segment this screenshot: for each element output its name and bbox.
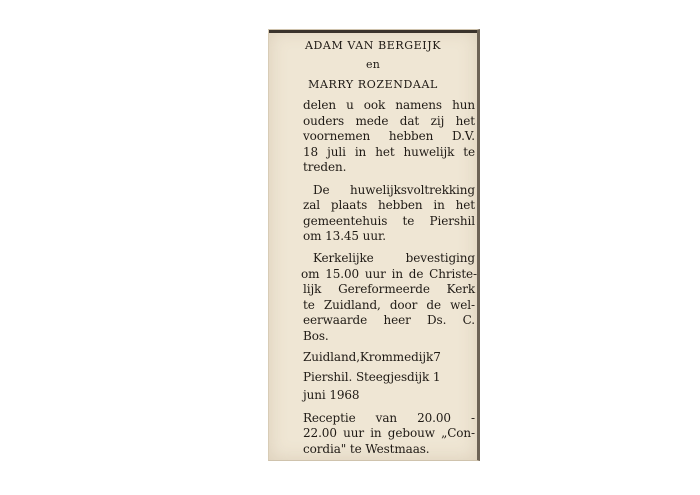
paragraph2-line-2: zal plaats hebben in het xyxy=(303,198,475,212)
paragraph3-line-1: Kerkelijke bevestiging xyxy=(313,251,475,265)
paragraph1-line-3: voornemen hebben D.V. xyxy=(303,129,475,143)
paragraph3-line-2: om 15.00 uur in de Christe- xyxy=(301,267,477,281)
conjunction: en xyxy=(366,58,380,71)
paragraph3-line-4: te Zuidland, door de wel- xyxy=(303,298,475,312)
reception-line-2: 22.00 uur in gebouw „Con- xyxy=(303,426,475,440)
paragraph3-line-5: eerwaarde heer Ds. C. xyxy=(303,313,475,327)
paragraph1-line-1: delen u ook namens hun xyxy=(303,98,475,112)
paragraph1-line-2: ouders mede dat zij het xyxy=(303,114,475,128)
reception-line-1: Receptie van 20.00 - xyxy=(303,411,475,425)
announcement-date: juni 1968 xyxy=(303,388,360,402)
newspaper-clipping xyxy=(268,29,480,461)
paragraph2-line-1: De huwelijksvoltrekking xyxy=(313,183,475,197)
address-line-1: Zuidland,Krommedijk7 xyxy=(303,350,441,364)
paragraph3-line-6: Bos. xyxy=(303,329,329,343)
address-line-2: Piershil. Steegjesdijk 1 xyxy=(303,370,441,384)
groom-name: ADAM VAN BERGEIJK xyxy=(304,39,442,52)
reception-line-3: cordia" te Westmaas. xyxy=(303,442,430,456)
bride-name: MARRY ROZENDAAL xyxy=(308,78,438,91)
paragraph2-line-3: gemeentehuis te Piershil xyxy=(303,214,475,228)
paragraph3-line-3: lijk Gereformeerde Kerk xyxy=(303,282,475,296)
paragraph2-line-4: om 13.45 uur. xyxy=(303,229,386,243)
paragraph1-line-5: treden. xyxy=(303,160,347,174)
paragraph1-line-4: 18 juli in het huwelijk te xyxy=(303,145,475,159)
top-rule xyxy=(269,30,477,33)
